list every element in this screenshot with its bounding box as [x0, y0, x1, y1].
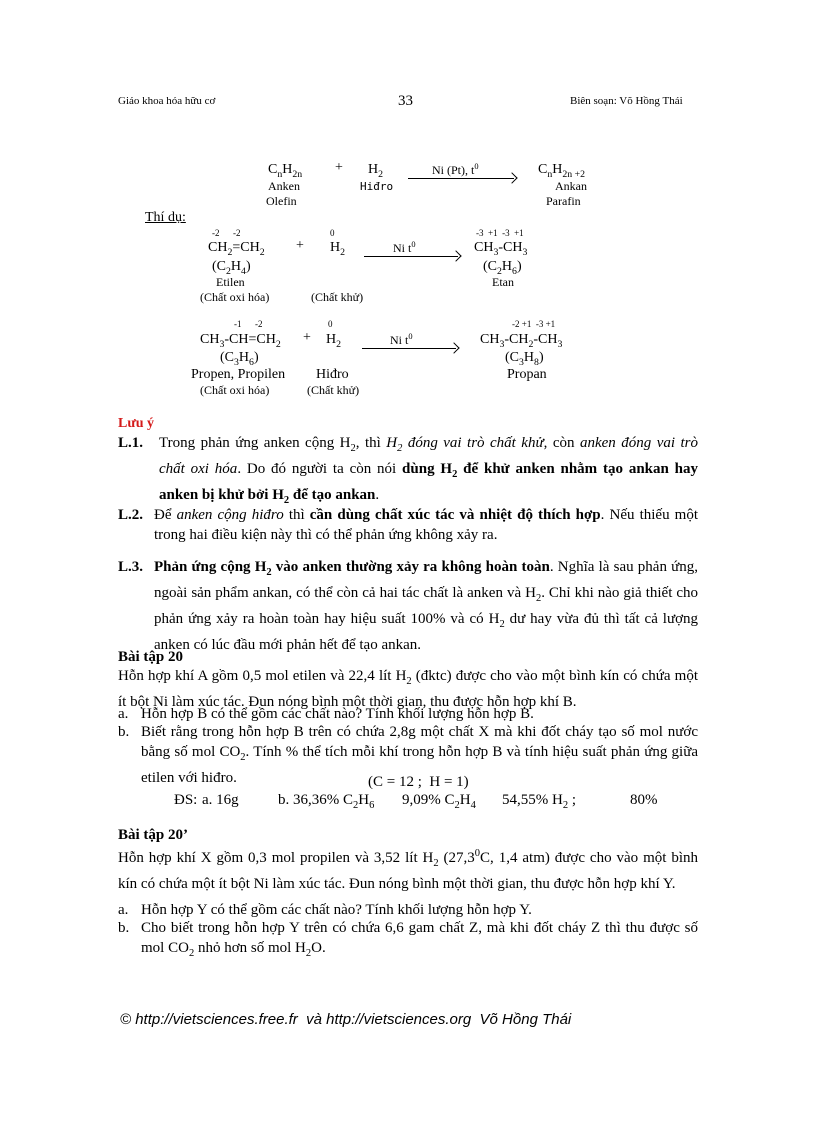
plus-sign: + [296, 238, 304, 253]
name-propan: Propan [507, 367, 547, 382]
exercise-20-b: b. Biết rằng trong hỗn hợp B trên có chứa 2,8g một chất X mà khi đốt cháy tạo số mol nước bằng số mol $CO_2$. Tính % thể tích mỗi khí trong hỗn hợp B và tính hiệu suất phản ứng giữa etilen với hiđro. [118, 724, 699, 786]
reactant-hydrogen: $H_2$ [368, 162, 384, 180]
oxidation-states-reactant: -2 -2 [212, 228, 241, 238]
name-parafin: Parafin [546, 194, 581, 208]
note-text: Trong phản ứng anken cộng $H_2$, thì $H_2$ đóng vai trò chất khử, còn anken đóng vai trò chất oxi hóa. Do đó người ta còn nói dùng $H_2$ để khử anken nhằm tạo ankan hay anken bị khử bởi $H_2$ để tạo ankan. [159, 435, 699, 506]
reactant-hydrogen: $H_2$ [326, 332, 342, 350]
reaction-arrow [362, 348, 456, 349]
reaction-condition: Ni (Pt), $t^0$ [432, 162, 479, 177]
formula-c2h6: $(C_2H_6)$ [483, 259, 522, 277]
reactant-hydrogen: $H_2$ [330, 240, 346, 258]
name-propen: Propen, Propilen [191, 367, 286, 382]
oxidation-state-h2: 0 [330, 228, 335, 238]
note-l2 [118, 505, 698, 545]
oxidation-states-product: -2 +1 -3 +1 [512, 319, 556, 329]
product-alkane-general: $C_nH_{2n +2}$ [538, 162, 586, 180]
product-propane: $CH_3-CH_2-CH_3$ [480, 332, 563, 350]
answer-b-c2h4: 9,09% $C_2H_4$ [402, 792, 476, 811]
name-etan: Etan [492, 275, 514, 289]
note-text: Phản ứng cộng $H_2$ vào anken thường xảy ra không hoàn toàn. Nghĩa là sau phản ứng, ngoài sản phẩm ankan, có thể còn cả hai tác chất là anken và $H_2$. Chỉ khi nào giả thiết cho phản ứng xảy ra hoàn toàn hay hiệu suất 100% và có $H_2$ dư hay vừa đủ thì tất cả lượng anken có lúc đầu mới phản hết để tạo ankan. [154, 559, 699, 653]
name-etilen: Etilen [216, 275, 245, 289]
name-ankan: Ankan [555, 179, 587, 193]
oxidation-state-h2: 0 [328, 319, 333, 329]
answer-yield: 80% [630, 792, 658, 808]
footer-copyright: © http://vietsciences.free.fr và http://vietsciences.org Võ Hồng Thái [120, 1011, 572, 1028]
reaction-condition: Ni $t^0$ [393, 240, 416, 255]
name-anken: Anken [268, 179, 300, 193]
name-hidro: Hiđro [316, 367, 349, 382]
header-right: Biên soạn: Võ Hồng Thái [570, 95, 683, 107]
role-reductant: (Chất khử) [311, 290, 364, 304]
note-l1 [118, 433, 698, 511]
formula-c2h4: $(C_2H_4)$ [212, 259, 251, 277]
header-left: Giáo khoa hóa hữu cơ [118, 95, 216, 107]
formula-c3h8: $(C_3H_8)$ [505, 350, 544, 368]
name-hidro: Hiđro [360, 180, 394, 193]
exercise-20-intro: Hỗn hợp khí A gồm 0,5 mol etilen và 22,4 lít $H_2$ (đktc) được cho vào một bình kín có chứa một ít bột Ni làm xúc tác. Đun nóng bình một thời gian, thu được hỗn hợp khí B. [118, 668, 698, 710]
exercise-20p-b: b. Cho biết trong hỗn hợp Y trên có chứa 6,6 gam chất Z, mà khi đốt cháy Z thì thu được số mol $CO_2$ nhỏ hơn số mol $H_2O$. [118, 920, 698, 959]
note-label: L.3. [118, 559, 144, 575]
note-title: Lưu ý [118, 416, 155, 431]
exercise-20p-a: a. Hỗn hợp Y có thể gồm các chất nào? Tính khối lượng hỗn hợp Y. [118, 902, 532, 918]
note-text: Để anken cộng hiđro thì cần dùng chất xúc tác và nhiệt độ thích hợp. Nếu thiếu một trong hai điều kiện này thì có thể phản ứng không xảy ra. [154, 507, 698, 543]
answer-a: a. 16g [202, 792, 239, 808]
reactant-alkene-general: $C_nH_{2n}$ [268, 162, 303, 180]
page-number: 33 [398, 93, 413, 109]
exercise-20p-intro: Hỗn hợp khí X gồm 0,3 mol propilen và 3,52 lít $H_2$ (27,3$^0$C, 1,4 atm) được cho vào một bình kín có chứa một ít bột Ni làm xúc tác. Đun nóng bình một thời gian, thu được hỗn hợp khí Y. [118, 848, 699, 892]
plus-sign: + [335, 160, 343, 175]
answer-label: ĐS: [174, 792, 198, 808]
product-ethane: $CH_3-CH_3$ [474, 240, 528, 258]
reaction-arrow [364, 256, 458, 257]
note-l3 [118, 557, 698, 655]
exercise-20-title: Bài tập 20 [118, 649, 184, 665]
name-olefin: Olefin [266, 194, 297, 208]
reaction-arrow [408, 178, 514, 179]
plus-sign: + [303, 330, 311, 345]
note-label: L.2. [118, 507, 144, 523]
role-reductant: (Chất khử) [307, 383, 360, 397]
example-label: Thí dụ: [145, 210, 186, 225]
exercise-20-a: a. Hỗn hợp B có thể gồm các chất nào? Tính khối lượng hỗn hợp B. [118, 706, 534, 722]
reaction-condition: Ni $t^0$ [390, 332, 413, 347]
reactant-propylene: $CH_3-CH=CH_2$ [200, 332, 281, 350]
oxidation-states-reactant: -1 -2 [234, 319, 263, 329]
answer-b-h2: 54,55% $H_2$ ; [502, 792, 576, 811]
formula-c3h6: $(C_3H_6)$ [220, 350, 259, 368]
answer-b-c2h6: b. 36,36% $C_2H_6$ [278, 792, 375, 811]
role-oxidant: (Chất oxi hóa) [200, 383, 270, 397]
oxidation-states-product: -3 +1 -3 +1 [476, 228, 524, 238]
reactant-ethylene: $CH_2=CH_2$ [208, 240, 265, 258]
exercise-20p-title: Bài tập 20’ [118, 827, 189, 843]
role-oxidant: (Chất oxi hóa) [200, 290, 270, 304]
given-masses: (C = 12 ; H = 1) [368, 774, 469, 790]
note-label: L.1. [118, 435, 144, 451]
